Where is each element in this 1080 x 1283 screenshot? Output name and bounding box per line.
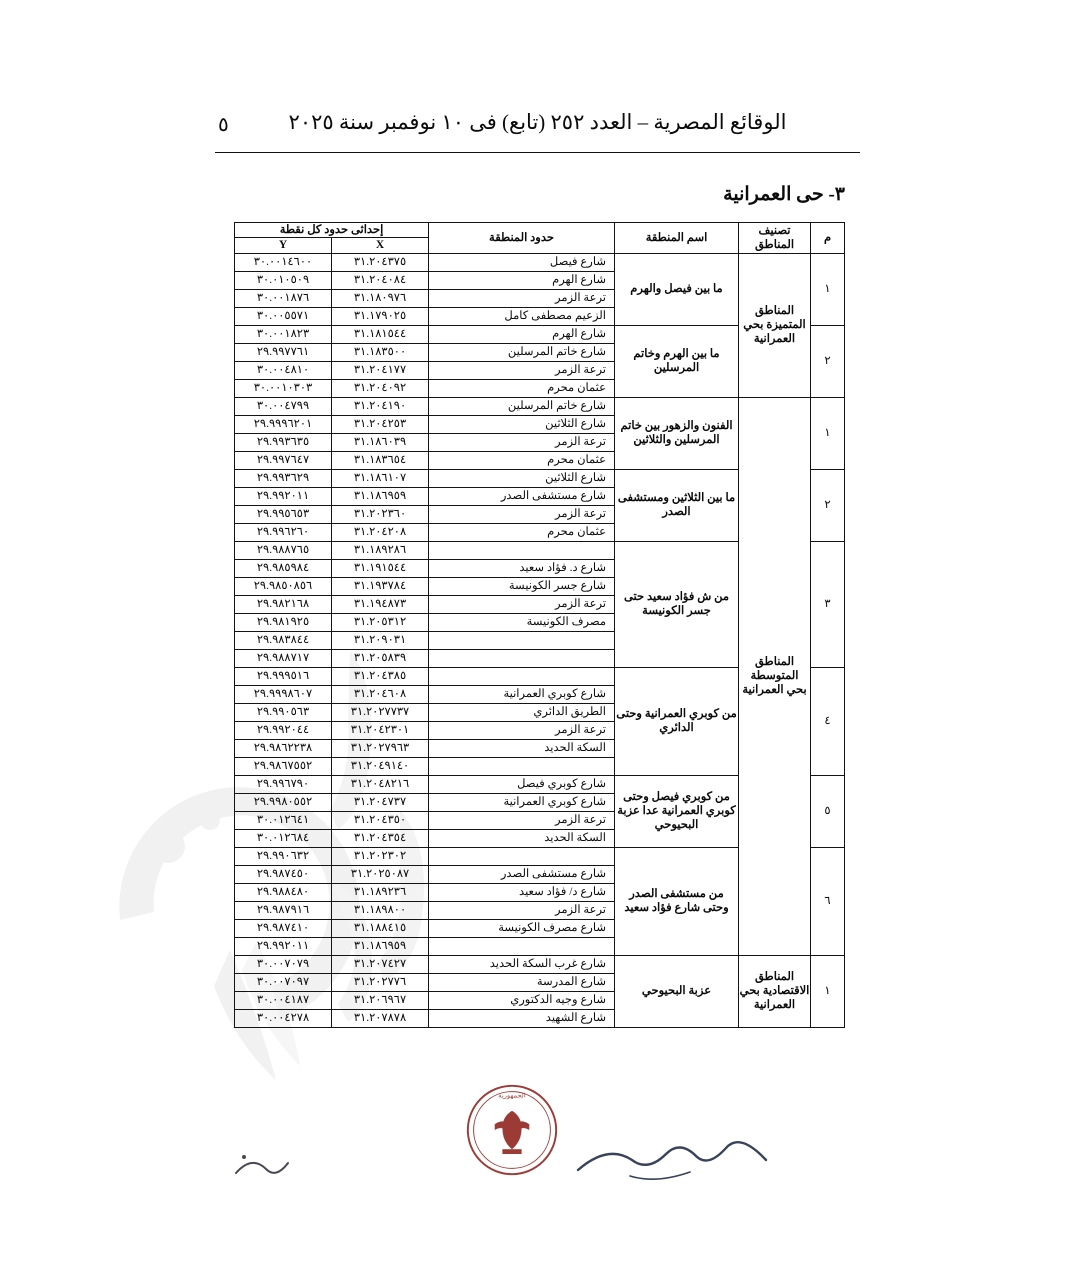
cell-x: ٣١.٢٠٢٧٧٦ xyxy=(332,973,428,991)
cell-x: ٣١.١٨٩٢٨٦ xyxy=(332,542,428,560)
cell-x: ٣١.١٨٦٩٥٩ xyxy=(353,940,407,953)
cell-bound: شارع الثلاثين xyxy=(429,470,614,488)
cell-x: ٣١.٢٠٢٧٧٣٧ xyxy=(332,703,428,721)
cell-y: ٢٩.٩٩٣٦٣٥ xyxy=(235,433,331,451)
cell-bound: شارع المدرسة xyxy=(429,973,614,991)
cell-bound: شارع الهرم xyxy=(429,326,614,344)
cell-y: ٢٩.٩٩٧٦٤٧ xyxy=(256,454,310,467)
th-x: X xyxy=(332,238,429,253)
table-head xyxy=(234,223,844,254)
table-row xyxy=(234,397,844,469)
cell-bound-column xyxy=(429,955,615,1027)
cell-x: ٣١.٢٠٤٦٠٨ xyxy=(332,685,428,703)
cell-y: ٣٠.٠١٢٦٤١ xyxy=(235,811,331,829)
cell-bound: شارع مستشفى الصدر xyxy=(429,865,614,883)
cell-x: ٣١.١٨١٥٤٤ xyxy=(332,326,428,344)
cell-x: ٣١.٢٠٤٠٨٤ xyxy=(332,271,428,289)
cell-bound xyxy=(429,848,614,866)
cell-bound: شارع فيصل xyxy=(429,254,614,272)
cell-bound: شارع كوبري العمرانية xyxy=(429,685,614,703)
cell-x: ٣١.٢٠٦٩٦٧ xyxy=(332,991,428,1009)
cell-y-column xyxy=(234,397,331,469)
cell-row-number: ٢ xyxy=(811,325,845,397)
cell-y: ٢٩.٩٩٢٠١١ xyxy=(256,940,310,953)
page-header-title: الوقائع المصرية – العدد ٢٥٢ (تابع) فى ١٠ نوفمبر سنة ٢٠٢٥ xyxy=(288,110,787,134)
cell-bound xyxy=(429,668,614,686)
cell-y: ٣٠.٠٠٧٠٩٧ xyxy=(235,973,331,991)
cell-row-number: ٦ xyxy=(811,847,845,955)
cell-y: ٢٩.٩٩٩٥١٦ xyxy=(235,668,331,686)
cell-bound: السكة الحديد xyxy=(429,739,614,757)
cell-x: ٣١.٢٠٢٥٠٨٧ xyxy=(332,865,428,883)
cell-y: ٣٠.٠٠٤١٨٧ xyxy=(235,991,331,1009)
coordinates-table-wrapper xyxy=(235,222,845,1028)
cell-bound xyxy=(429,649,614,667)
cell-y: ٣٠.٠١٠٥٠٩ xyxy=(235,271,331,289)
cell-area-name: ما بين الثلاثين ومستشفى الصدر xyxy=(615,469,739,541)
cell-bound: شارع كوبري العمرانية xyxy=(429,793,614,811)
cell-x: ٣١.١٨٨٤١٥ xyxy=(332,919,428,937)
cell-x: ٣١.٢٠٤٢٠٨ xyxy=(353,526,407,539)
cell-bound xyxy=(429,937,614,955)
signature-secondary xyxy=(230,1145,320,1185)
cell-x: ٣١.١٨٦٠٣٩ xyxy=(332,433,428,451)
cell-bound xyxy=(429,542,614,560)
cell-area-name: من ش فؤاد سعيد حتى جسر الكونيسة xyxy=(615,541,739,667)
cell-bound: ترعة الزمر xyxy=(429,595,614,613)
cell-y: ٢٩.٩٨٧٩١٦ xyxy=(235,901,331,919)
cell-classification: المناطق الاقتصادية بحي العمرانية xyxy=(739,955,811,1027)
cell-bound-column xyxy=(429,253,615,325)
cell-bound: ترعة الزمر xyxy=(429,901,614,919)
cell-x: ٣١.١٩٤٨٧٣ xyxy=(332,595,428,613)
cell-y: ٢٩.٩٨٨٧٦٥ xyxy=(235,542,331,560)
th-coords-group: إحداثى حدود كل نقطة xyxy=(234,223,428,238)
th-area-bounds: حدود المنطقة xyxy=(429,223,615,254)
table-row xyxy=(234,955,844,1027)
cell-x: ٣١.٢٠٤٣٥٠ xyxy=(332,811,428,829)
cell-bound: شارع مستشفى الصدر xyxy=(429,487,614,505)
cell-y: ٢٩.٩٨٨٤٨٠ xyxy=(235,883,331,901)
cell-bound: عثمان محرم xyxy=(547,526,606,539)
cell-x: ٣١.١٨٩٢٣٦ xyxy=(332,883,428,901)
cell-bound-column xyxy=(429,469,615,541)
cell-x: ٣١.٢٠٤٢٣٠١ xyxy=(332,721,428,739)
cell-bound: السكة الحديد xyxy=(544,832,606,845)
header-divider xyxy=(215,152,860,153)
cell-y: ٣٠.٠٠٤٧٩٩ xyxy=(235,398,331,416)
cell-bound-column xyxy=(429,847,615,955)
table-row xyxy=(234,253,844,325)
cell-row-number: ٤ xyxy=(811,667,845,775)
cell-x: ٣١.٢٠٤٣٧٥ xyxy=(332,254,428,272)
cell-x: ٣١.١٨٣٦٥٤ xyxy=(353,454,407,467)
cell-area-name: من كوبري فيصل وحتى كوبري العمرانية عدا عزبة البحيوحي xyxy=(615,775,739,847)
th-no: م xyxy=(811,223,845,254)
cell-x-column xyxy=(332,847,429,955)
cell-bound xyxy=(429,631,614,649)
cell-area-name: الفنون والزهور بين خاتم المرسلين والثلاثين xyxy=(615,397,739,469)
cell-y-column xyxy=(234,541,331,667)
cell-y-column xyxy=(234,469,331,541)
cell-x: ٣١.٢٠٧٤٢٧ xyxy=(332,956,428,974)
cell-y: ٢٩.٩٨٥٩٨٤ xyxy=(235,559,331,577)
cell-x: ٣١.٢٠٢٣٠٢ xyxy=(332,848,428,866)
cell-bound: شارع مصرف الكونيسة xyxy=(429,919,614,937)
cell-y-column xyxy=(234,955,331,1027)
official-stamp xyxy=(464,1082,560,1178)
cell-y: ٢٩.٩٩٠٦٣٢ xyxy=(235,848,331,866)
cell-y: ٢٩.٩٩٢٠٤٤ xyxy=(235,721,331,739)
cell-x-column xyxy=(332,541,429,667)
cell-y: ٢٩.٩٨٨٧١٧ xyxy=(256,652,310,665)
cell-row-number: ٣ xyxy=(811,541,845,667)
cell-bound: شارع د/ فؤاد سعيد xyxy=(429,883,614,901)
cell-y: ٢٩.٩٩٢٠١١ xyxy=(235,487,331,505)
cell-y: ٣٠.٠٠٤٨١٠ xyxy=(235,361,331,379)
cell-x: ٣١.١٨٣٥٠٠ xyxy=(332,343,428,361)
cell-x: ٣١.٢٠٤١٩٠ xyxy=(332,398,428,416)
cell-row-number: ١ xyxy=(811,955,845,1027)
cell-bound: شارع جسر الكونيسة xyxy=(429,577,614,595)
cell-y: ٢٩.٩٨٧٤١٠ xyxy=(235,919,331,937)
cell-x: ٣١.٢٠٤٨٢١٦ xyxy=(332,776,428,794)
cell-bound xyxy=(429,757,614,775)
table-header-row-1 xyxy=(234,223,844,238)
section-title: ٣- حى العمرانية xyxy=(723,184,845,205)
cell-bound: ترعة الزمر xyxy=(429,433,614,451)
cell-bound: الطريق الدائري xyxy=(429,703,614,721)
cell-y: ٢٩.٩٩٦٧٩٠ xyxy=(235,776,331,794)
cell-bound: ترعة الزمر xyxy=(429,361,614,379)
cell-x: ٣١.٢٠٤٧٣٧ xyxy=(332,793,428,811)
cell-y: ٢٩.٩٩٣٦٢٩ xyxy=(235,470,331,488)
cell-bound: شارع خاتم المرسلين xyxy=(429,398,614,416)
svg-text:الجمهورية: الجمهورية xyxy=(498,1092,526,1100)
cell-bound: شارع الهرم xyxy=(429,271,614,289)
cell-y-column xyxy=(234,325,331,397)
cell-bound: شارع الثلاثين xyxy=(429,415,614,433)
cell-x: ٣١.٢٠٤٠٩٢ xyxy=(353,382,407,395)
cell-y: ٣٠.٠١٢٦٨٤ xyxy=(256,832,310,845)
cell-x-column xyxy=(332,667,429,775)
cell-classification: المناطق المتميزة بحي العمرانية xyxy=(739,253,811,397)
cell-y: ٢٩.٩٨٥٠٨٥٦ xyxy=(235,577,331,595)
cell-row-number: ٢ xyxy=(811,469,845,541)
cell-classification: المناطق المتوسطة بحي العمرانية xyxy=(739,397,811,955)
th-y: Y xyxy=(234,238,331,253)
cell-y-column xyxy=(234,847,331,955)
cell-bound-column xyxy=(429,325,615,397)
cell-x: ٣١.٢٠٤٢٥٣ xyxy=(332,415,428,433)
cell-y: ٢٩.٩٨٦٧٥٥٢ xyxy=(253,760,313,773)
cell-y: ٢٩.٩٨٧٤٥٠ xyxy=(235,865,331,883)
cell-bound-column xyxy=(429,541,615,667)
cell-x: ٣١.٢٠٩٠٣١ xyxy=(332,631,428,649)
cell-y: ٢٩.٩٨١٩٢٥ xyxy=(235,613,331,631)
cell-y: ٣٠.٠٠١٠٣٠٣ xyxy=(253,382,313,395)
cell-y: ٢٩.٩٩٧٧٦١ xyxy=(235,343,331,361)
cell-x: ٣١.٢٠٧٨٧٨ xyxy=(353,1012,407,1025)
cell-x-column xyxy=(332,955,429,1027)
cell-x: ٣١.٢٠٢٣٦٠ xyxy=(332,505,428,523)
cell-x: ٣١.٢٠٤٩١٤٠ xyxy=(350,760,410,773)
cell-x: ٣١.٢٠٥٣١٢ xyxy=(332,613,428,631)
cell-bound: شارع د. فؤاد سعيد xyxy=(429,559,614,577)
cell-y: ٢٩.٩٨٣٨٤٤ xyxy=(235,631,331,649)
cell-area-name: من مستشفى الصدر وحتى شارع فؤاد سعيد xyxy=(615,847,739,955)
cell-x: ٣١.١٨٠٩٧٦ xyxy=(332,289,428,307)
cell-bound-column xyxy=(429,775,615,847)
cell-x: ٣١.١٧٩٠٢٥ xyxy=(353,310,407,323)
cell-bound: شارع كوبري فيصل xyxy=(429,776,614,794)
cell-y: ٢٩.٩٩٥٦٥٣ xyxy=(235,505,331,523)
cell-x: ٣١.١٨٦٩٥٩ xyxy=(332,487,428,505)
cell-y: ٢٩.٩٩٨٠٥٥٢ xyxy=(235,793,331,811)
cell-x-column xyxy=(332,397,429,469)
cell-y: ٢٩.٩٩٦٢٦٠ xyxy=(256,526,310,539)
cell-bound: شارع وجيه الدكتوري xyxy=(429,991,614,1009)
cell-bound: شارع خاتم المرسلين xyxy=(429,343,614,361)
cell-y: ٢٩.٩٨٦٢٢٣٨ xyxy=(235,739,331,757)
cell-area-name: ما بين فيصل والهرم xyxy=(615,253,739,325)
cell-y: ٣٠.٠٠٧٠٧٩ xyxy=(235,956,331,974)
page-number: ٥ xyxy=(218,114,229,136)
cell-bound-column xyxy=(429,667,615,775)
cell-x: ٣١.١٩١٥٤٤ xyxy=(332,559,428,577)
cell-x-column xyxy=(332,469,429,541)
cell-x: ٣١.١٩٣٧٨٤ xyxy=(332,577,428,595)
cell-y: ٢٩.٩٩٩٨٦٠٧ xyxy=(235,685,331,703)
cell-bound: ترعة الزمر xyxy=(429,811,614,829)
cell-bound-column xyxy=(429,397,615,469)
cell-x: ٣١.٢٠٤١٧٧ xyxy=(332,361,428,379)
cell-x-column xyxy=(332,775,429,847)
cell-row-number: ٥ xyxy=(811,775,845,847)
cell-bound: ترعة الزمر xyxy=(429,721,614,739)
th-area-name: اسم المنطقة xyxy=(615,223,739,254)
cell-bound: شارع غرب السكة الحديد xyxy=(429,956,614,974)
cell-area-name: ما بين الهرم وخاتم المرسلين xyxy=(615,325,739,397)
cell-area-name: عزبة البحيوحي xyxy=(615,955,739,1027)
cell-x-column xyxy=(332,325,429,397)
cell-y: ٣٠.٠٠٤٢٧٨ xyxy=(256,1012,310,1025)
cell-y: ٢٩.٩٩٠٥٦٣ xyxy=(235,703,331,721)
cell-row-number: ١ xyxy=(811,253,845,325)
cell-x-column xyxy=(332,253,429,325)
cell-x: ٣١.٢٠٢٧٩٦٣ xyxy=(332,739,428,757)
coordinates-table xyxy=(234,222,845,1028)
cell-x: ٣١.٢٠٤٣٥٤ xyxy=(353,832,407,845)
table-body xyxy=(234,253,844,1027)
cell-x: ٣١.٢٠٥٨٣٩ xyxy=(353,652,407,665)
cell-x: ٣١.٢٠٤٣٨٥ xyxy=(332,668,428,686)
cell-y: ٣٠.٠٠١٨٢٣ xyxy=(235,326,331,344)
cell-area-name: من كوبري العمرانية وحتى الدائري xyxy=(615,667,739,775)
cell-y: ٣٠.٠٠١٨٧٦ xyxy=(235,289,331,307)
cell-bound: الزعيم مصطفى كامل xyxy=(504,310,606,323)
cell-bound: عثمان محرم xyxy=(547,454,606,467)
cell-bound: عثمان محرم xyxy=(547,382,606,395)
cell-y-column xyxy=(234,775,331,847)
cell-bound: شارع الشهيد xyxy=(545,1012,606,1025)
signature-main xyxy=(570,1128,780,1188)
cell-bound: ترعة الزمر xyxy=(429,289,614,307)
cell-y-column xyxy=(234,667,331,775)
cell-y-column xyxy=(234,253,331,325)
cell-x: ٣١.١٨٦١٠٧ xyxy=(332,470,428,488)
cell-y: ٣٠.٠٠٥٥٧١ xyxy=(256,310,310,323)
cell-bound: مصرف الكونيسة xyxy=(429,613,614,631)
cell-bound: ترعة الزمر xyxy=(429,505,614,523)
cell-y: ٣٠.٠٠١٤٦٠٠ xyxy=(235,254,331,272)
cell-x: ٣١.١٨٩٨٠٠ xyxy=(332,901,428,919)
cell-y: ٢٩.٩٨٢١٦٨ xyxy=(235,595,331,613)
cell-y: ٢٩.٩٩٩٦٢٠١ xyxy=(235,415,331,433)
cell-row-number: ١ xyxy=(811,397,845,469)
th-classification: تصنيف المناطق xyxy=(739,223,811,254)
